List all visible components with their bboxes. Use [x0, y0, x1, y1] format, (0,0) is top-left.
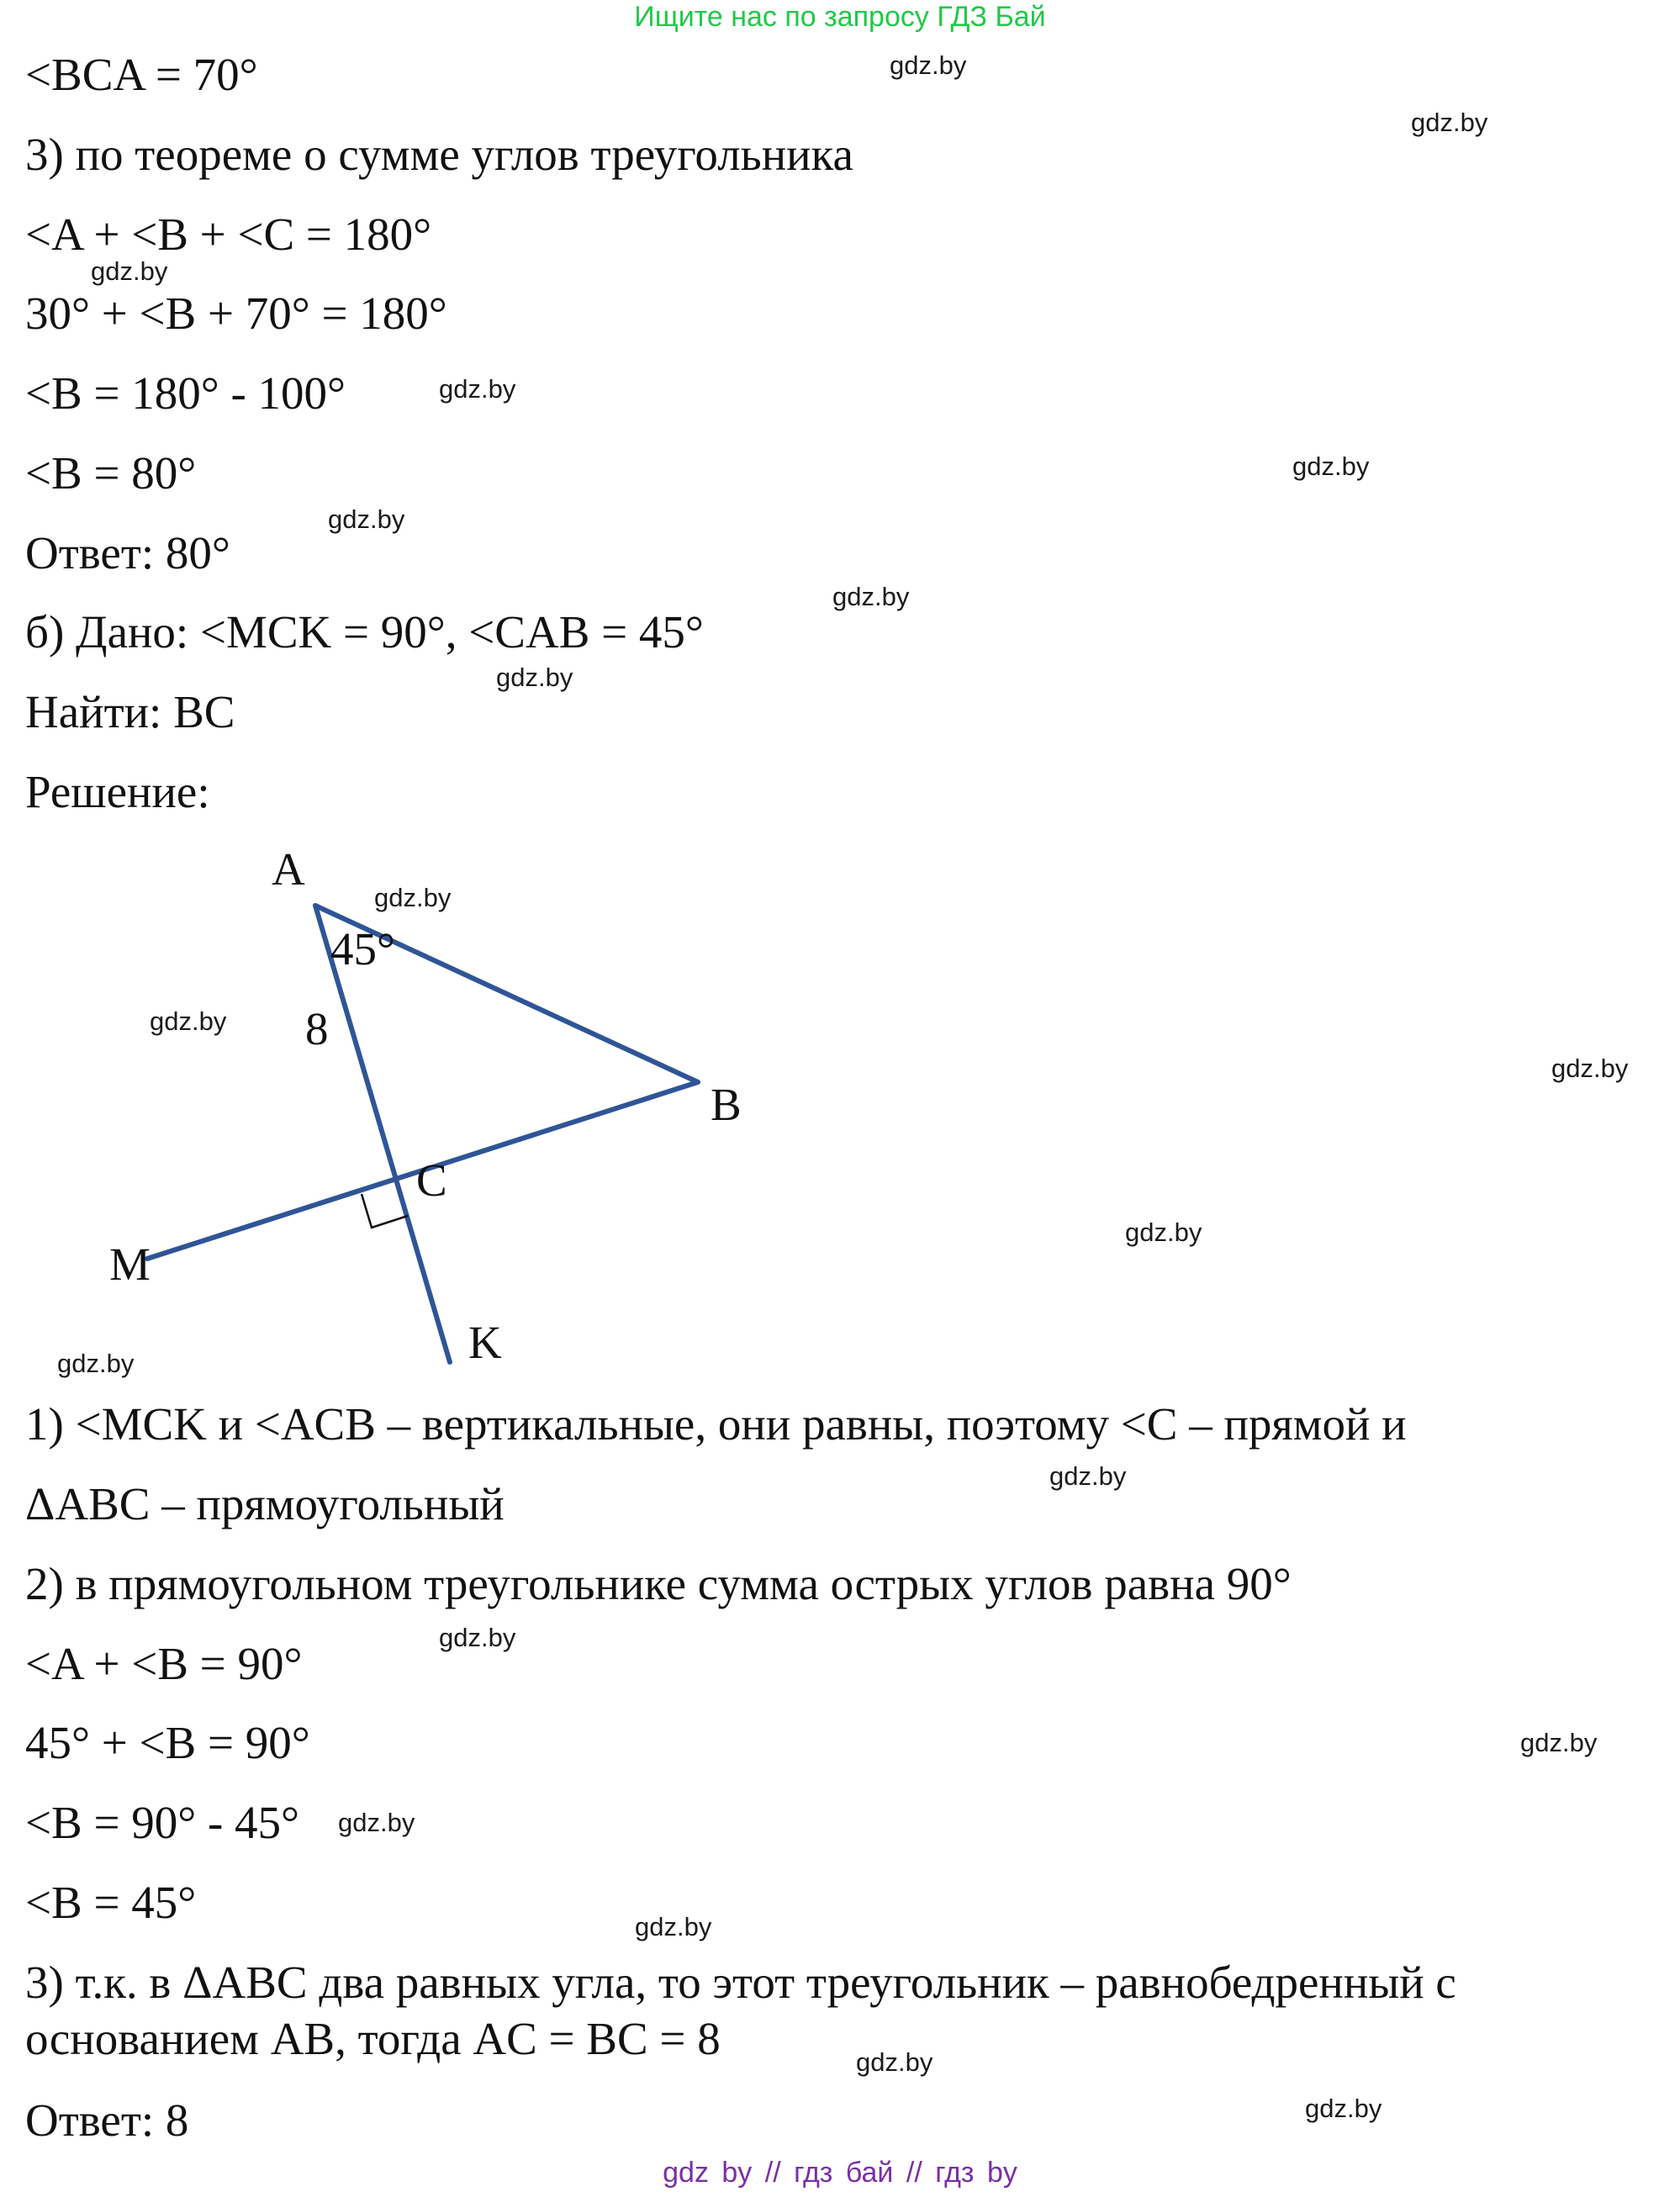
solution-line: 3) по теореме о сумме углов треугольника — [25, 129, 853, 180]
watermark: gdz.by — [496, 663, 573, 692]
solution-line: 45° + <B = 90° — [25, 1717, 310, 1768]
solution-line: 30° + <B + 70° = 180° — [25, 288, 447, 339]
side-ac-label: 8 — [305, 1003, 329, 1054]
watermark: gdz.by — [832, 582, 910, 611]
watermark: gdz.by — [1292, 452, 1370, 481]
label-k: K — [468, 1317, 502, 1368]
solution-line: <A + <B = 90° — [25, 1638, 303, 1689]
watermark: gdz.by — [57, 1349, 135, 1378]
watermark: gdz.by — [91, 256, 168, 286]
solution-line: <B = 45° — [25, 1877, 197, 1928]
angle-a-label: 45° — [330, 923, 395, 975]
watermark: gdz.by — [439, 1623, 516, 1652]
watermark: gdz.by — [856, 2047, 933, 2077]
watermark: gdz.by — [1520, 1728, 1598, 1757]
solution-line: 3) т.к. в ΔABC два равных угла, то этот треугольник – равнобедренный с — [25, 1957, 1456, 2008]
given-line: б) Дано: <MCK = 90°, <CAB = 45° — [25, 606, 704, 658]
solution-line: <B = 80° — [25, 447, 197, 499]
label-b: B — [711, 1079, 742, 1130]
top-search-banner: Ищите нас по запросу ГДЗ Бай — [634, 1, 1046, 33]
solution-line: <B = 180° - 100° — [25, 367, 346, 419]
watermark: gdz.by — [1551, 1054, 1629, 1083]
watermark: gdz.by — [338, 1808, 415, 1837]
answer-line: Ответ: 8 — [25, 2094, 189, 2146]
watermark: gdz.by — [328, 504, 405, 534]
watermark: gdz.by — [635, 1912, 712, 1941]
watermark: gdz.by — [1049, 1461, 1127, 1491]
solution-line: ΔABC – прямоугольный — [25, 1478, 505, 1529]
watermark: gdz.by — [1411, 108, 1488, 137]
answer-line: Ответ: 80° — [25, 527, 230, 578]
watermark: gdz.by — [1125, 1217, 1202, 1247]
triangle-diagram — [0, 832, 841, 1387]
find-line: Найти: BC — [25, 686, 235, 737]
solution-line: <A + <B + <C = 180° — [25, 209, 432, 260]
solution-line: <B = 90° - 45° — [25, 1797, 300, 1848]
solution-line: <BCA = 70° — [25, 49, 258, 100]
label-c: C — [416, 1154, 447, 1206]
solution-heading: Решение: — [25, 766, 210, 817]
solution-line: 2) в прямоугольном треугольнике сумма острых углов равна 90° — [25, 1558, 1292, 1609]
watermark: gdz.by — [890, 50, 967, 80]
solution-line: 1) <MCK и <ACB – вертикальные, они равны, поэтому <C – прямой и — [25, 1398, 1407, 1450]
watermark: gdz.by — [1305, 2094, 1382, 2123]
solution-line: основанием AB, тогда AC = BC = 8 — [25, 2013, 721, 2064]
footer-banner: gdz by // гдз бай // гдз by — [663, 2157, 1017, 2189]
diagram-lines — [147, 906, 698, 1362]
watermark: gdz.by — [150, 1006, 227, 1036]
watermark: gdz.by — [374, 883, 452, 912]
watermark: gdz.by — [439, 374, 516, 404]
label-a: A — [272, 843, 305, 895]
label-m: M — [109, 1239, 151, 1290]
